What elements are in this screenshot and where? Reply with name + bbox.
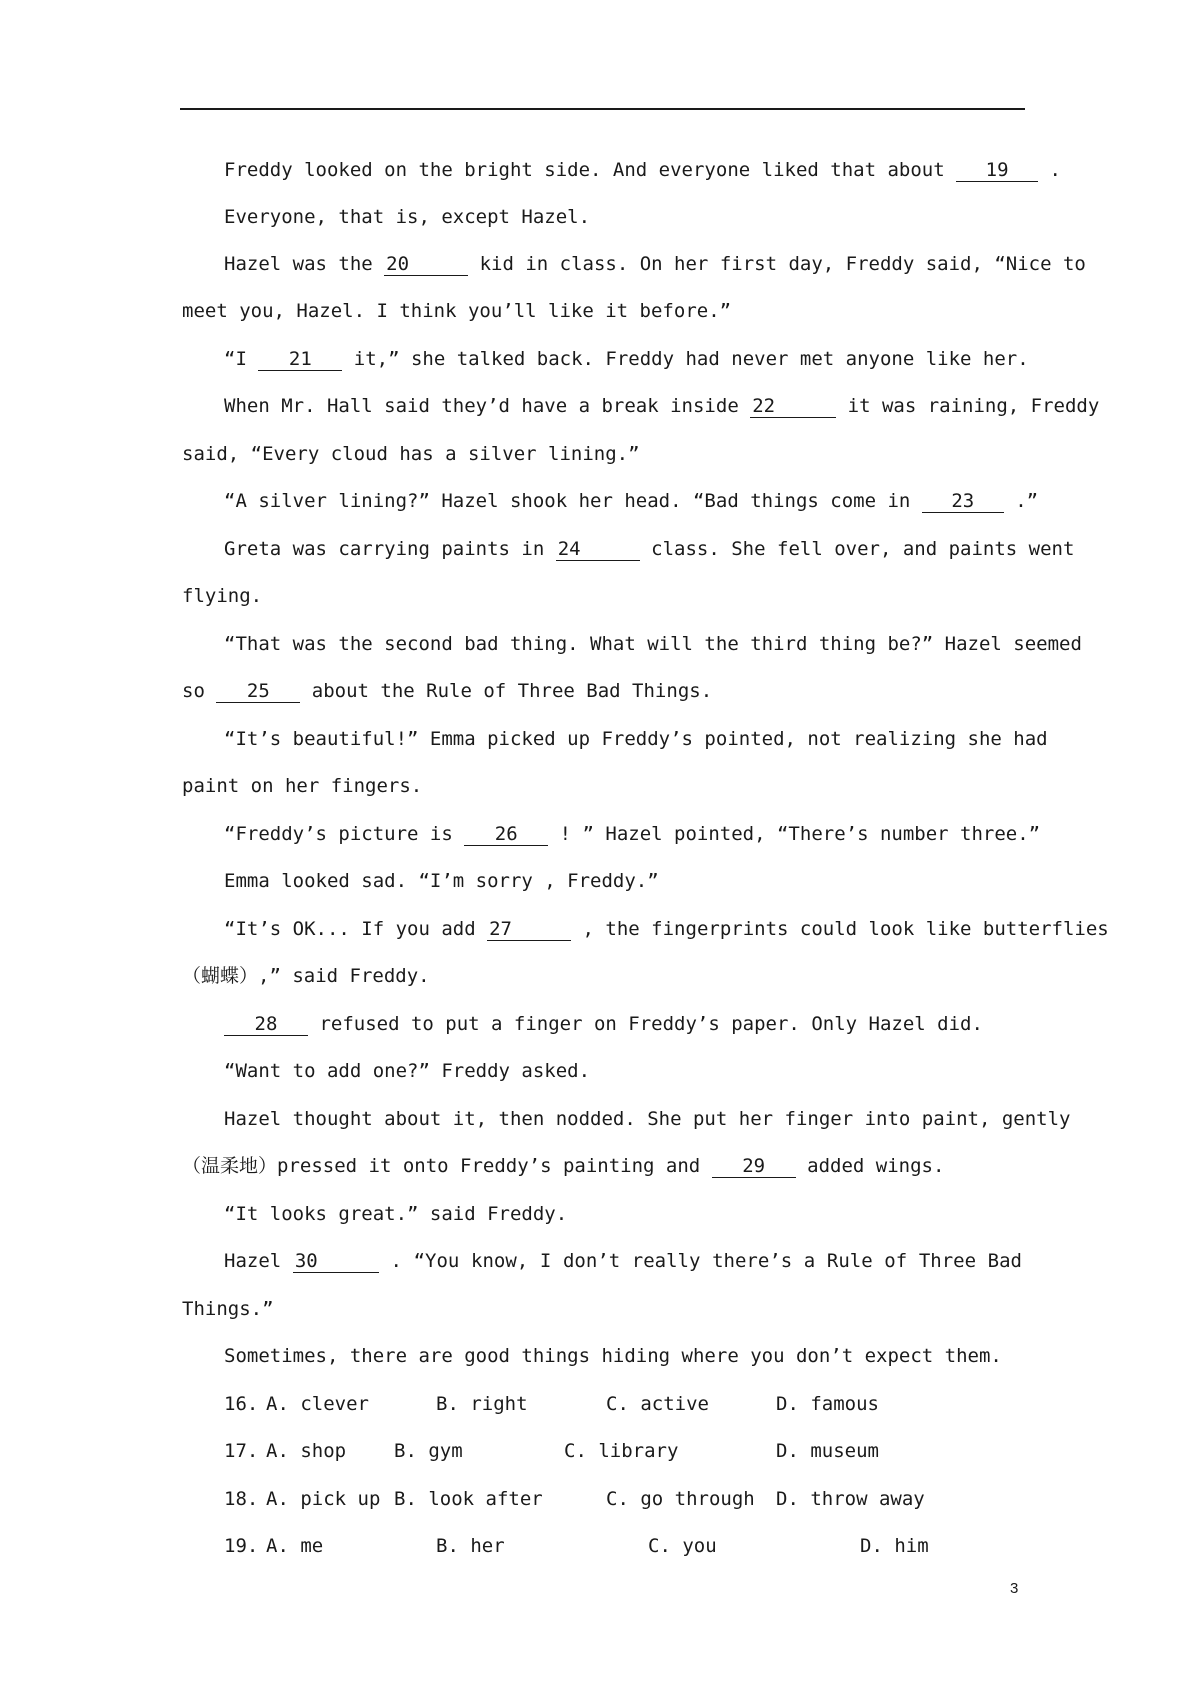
passage-line: flying. <box>182 585 263 607</box>
option-c[interactable]: C. go through <box>606 1488 755 1510</box>
passage-line: Hazel was the 20 kid in class. On her first day, Freddy said, “Nice to <box>224 253 1086 275</box>
blank-29[interactable]: 29 <box>712 1155 796 1178</box>
passage-line: Things.” <box>182 1298 274 1320</box>
question-number: 16. <box>224 1393 259 1415</box>
option-b[interactable]: B. her <box>436 1535 505 1557</box>
option-d[interactable]: D. him <box>860 1535 929 1557</box>
passage-line: “Freddy’s picture is 26 ! ” Hazel pointed, “There’s number three.” <box>224 823 1041 845</box>
option-c[interactable]: C. active <box>606 1393 709 1415</box>
option-d[interactable]: D. famous <box>776 1393 879 1415</box>
option-d[interactable]: D. throw away <box>776 1488 925 1510</box>
option-c[interactable]: C. library <box>564 1440 679 1462</box>
passage-line: so 25 about the Rule of Three Bad Things. <box>182 680 713 702</box>
option-d[interactable]: D. museum <box>776 1440 879 1462</box>
option-a[interactable]: A. clever <box>266 1393 369 1415</box>
passage-line: Greta was carrying paints in 24 class. She fell over, and paints went <box>224 538 1075 560</box>
passage-line: Hazel thought about it, then nodded. She put her finger into paint, gently <box>224 1108 1071 1130</box>
passage-line: “It’s beautiful!” Emma picked up Freddy’s pointed, not realizing she had <box>224 728 1048 750</box>
option-a[interactable]: A. pick up <box>266 1488 381 1510</box>
question-number: 18. <box>224 1488 259 1510</box>
question-number: 17. <box>224 1440 259 1462</box>
blank-20[interactable]: 20 <box>384 253 468 276</box>
passage-line: Sometimes, there are good things hiding where you don’t expect them. <box>224 1345 1002 1367</box>
option-b[interactable]: B. right <box>436 1393 528 1415</box>
passage-line: Freddy looked on the bright side. And everyone liked that about 19 . <box>224 159 1061 181</box>
passage-line: “Want to add one?” Freddy asked. <box>224 1060 591 1082</box>
passage-line: “That was the second bad thing. What will the third thing be?” Hazel seemed <box>224 633 1082 655</box>
blank-25[interactable]: 25 <box>216 680 300 703</box>
option-c[interactable]: C. you <box>648 1535 717 1557</box>
blank-28[interactable]: 28 <box>224 1013 308 1036</box>
option-b[interactable]: B. gym <box>394 1440 463 1462</box>
passage-line: “It’s OK... If you add 27 , the fingerprints could look like butterflies <box>224 918 1109 940</box>
blank-23[interactable]: 23 <box>922 490 1004 513</box>
blank-22[interactable]: 22 <box>750 395 836 418</box>
passage-line: paint on her fingers. <box>182 775 423 797</box>
blank-24[interactable]: 24 <box>556 538 640 561</box>
header-rule <box>180 108 1025 110</box>
passage-line: “A silver lining?” Hazel shook her head. “Bad things come in 23 .” <box>224 490 1039 512</box>
option-a[interactable]: A. me <box>266 1535 324 1557</box>
option-a[interactable]: A. shop <box>266 1440 347 1462</box>
passage-line: Emma looked sad. “I’m sorry , Freddy.” <box>224 870 659 892</box>
passage-line: Everyone, that is, except Hazel. <box>224 206 591 228</box>
passage-line: said, “Every cloud has a silver lining.” <box>182 443 640 465</box>
option-b[interactable]: B. look after <box>394 1488 543 1510</box>
passage-line: （温柔地）pressed it onto Freddy’s painting and 29 added wings. <box>182 1155 945 1177</box>
blank-26[interactable]: 26 <box>464 823 548 846</box>
blank-27[interactable]: 27 <box>487 918 571 941</box>
question-number: 19. <box>224 1535 259 1557</box>
blank-19[interactable]: 19 <box>956 159 1038 182</box>
blank-30[interactable]: 30 <box>293 1250 379 1273</box>
page-number: 3 <box>1010 1580 1019 1597</box>
blank-21[interactable]: 21 <box>258 348 342 371</box>
passage-line: Hazel 30 . “You know, I don’t really there’s a Rule of Three Bad <box>224 1250 1022 1272</box>
passage-line: 28 refused to put a finger on Freddy’s paper. Only Hazel did. <box>224 1011 1022 1037</box>
passage-line: “It looks great.” said Freddy. <box>224 1203 568 1225</box>
passage-line: （蝴蝶）,” said Freddy. <box>182 965 430 987</box>
passage-line: “I 21 it,” she talked back. Freddy had never met anyone like her. <box>224 348 1029 370</box>
passage-line: meet you, Hazel. I think you’ll like it before.” <box>182 300 732 322</box>
passage-line: When Mr. Hall said they’d have a break inside 22 it was raining, Freddy <box>224 395 1100 417</box>
